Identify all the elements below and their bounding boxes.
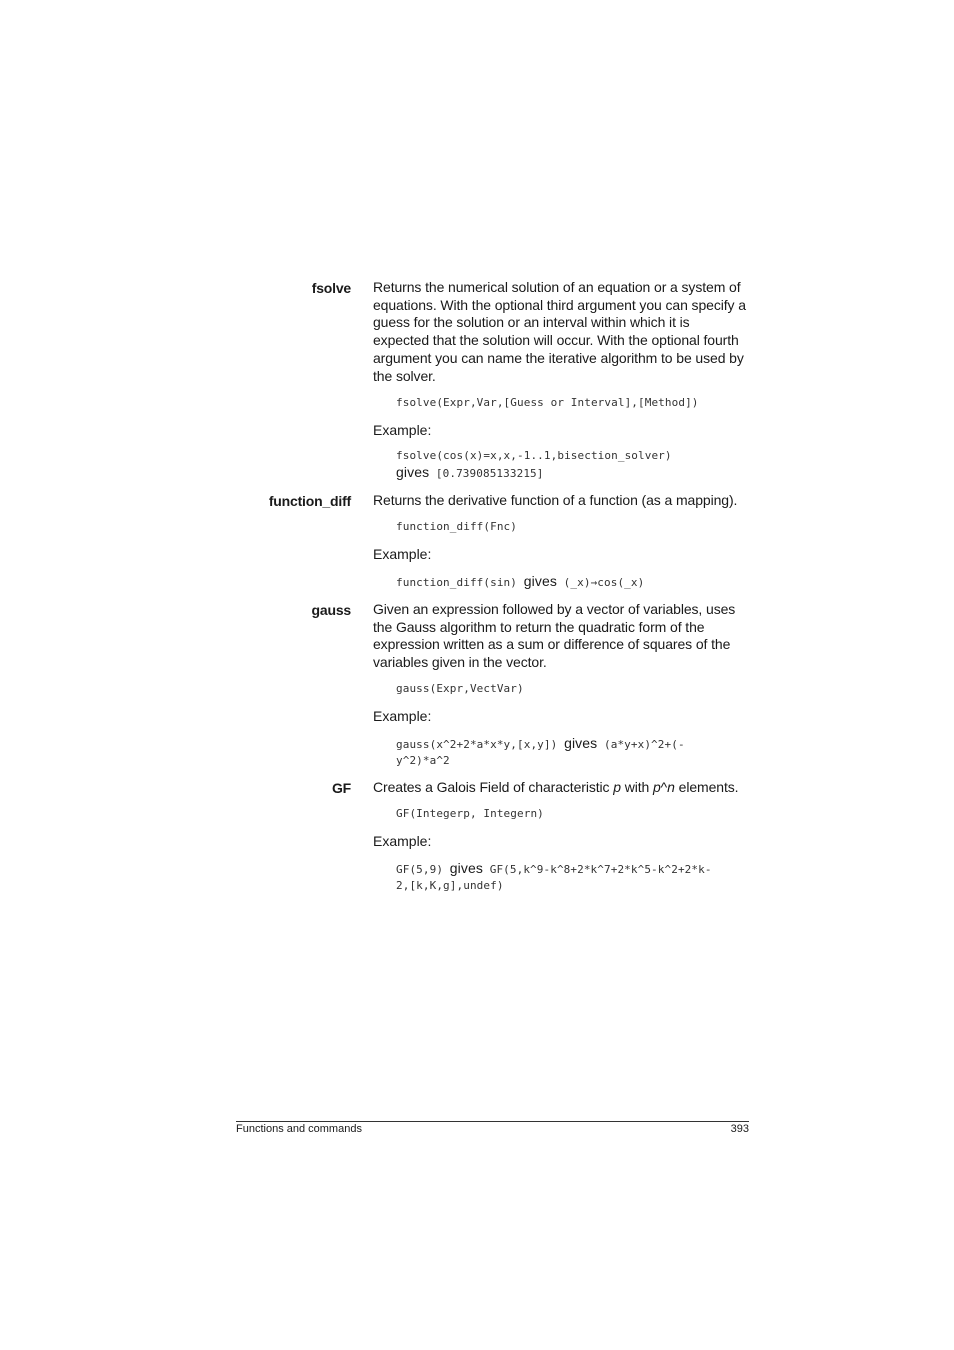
example-output-gf-line2: 2,[k,K,g],undef) — [396, 878, 504, 892]
example-output-gauss-line1: (a*y+x)^2+(- — [604, 737, 685, 751]
example-label-function-diff: Example: — [373, 545, 432, 562]
example-input-gauss: gauss(x^2+2*a*x*y,[x,y]) — [396, 737, 558, 751]
syntax-fsolve: fsolve(Expr,Var,[Guess or Interval],[Method]) — [396, 396, 699, 410]
description-function-diff: Returns the derivative function of a function (as a mapping). — [373, 492, 738, 508]
syntax-gauss: gauss(Expr,VectVar) — [396, 681, 524, 695]
example-input-fsolve: fsolve(cos(x)=x,x,-1..1,bisection_solver) — [396, 449, 672, 463]
term-function-diff: function_diff — [268, 493, 351, 509]
example-output-function-diff: (_x)→cos(_x) — [563, 575, 645, 589]
term-fsolve: fsolve — [311, 280, 351, 296]
example-input-function-diff: function_diff(sin) — [396, 575, 518, 589]
footer-section-title: Functions and commands — [236, 1123, 362, 1135]
entry-body-fsolve — [373, 279, 749, 482]
description-gauss: Given an expression followed by a vector of variables, uses the Gauss algorithm to return the quadratic form of the expression written as a sum or difference of squares of the variables given in the vector. — [373, 601, 736, 671]
example-output-gauss-line2: y^2)*a^2 — [396, 753, 450, 767]
entry-body-gf — [373, 779, 749, 894]
example-output-gf-line1: GF(5,k^9-k^8+2*k^7+2*k^5-k^2+2*k- — [489, 862, 712, 876]
term-gf: GF — [331, 780, 351, 796]
example-input-gf: GF(5,9) — [396, 862, 444, 876]
example-output-fsolve: [0.739085133215] — [435, 467, 544, 481]
term-gauss: gauss — [311, 602, 351, 618]
entry-body-function-diff — [373, 492, 749, 591]
gives-label: gives — [449, 859, 483, 876]
desc-gf-p: p — [613, 779, 621, 795]
gives-label: gives — [396, 464, 430, 481]
desc-gf-caret: ^ — [660, 779, 668, 795]
example-gauss — [373, 735, 749, 753]
footer-page-number: 393 — [730, 1123, 749, 1135]
description-gf — [373, 779, 749, 797]
entry-body-gauss — [373, 601, 749, 769]
syntax-function-diff: function_diff(Fnc) — [396, 519, 518, 533]
desc-gf-n: n — [667, 779, 675, 795]
gives-label: gives — [564, 734, 598, 751]
desc-gf-text: Creates a Galois Field of characteristic — [373, 779, 614, 795]
gives-label: gives — [523, 572, 557, 589]
syntax-gf: GF(Integerp, Integern) — [396, 806, 544, 820]
desc-gf-p2: p — [652, 779, 661, 795]
example-label-gauss: Example: — [373, 707, 432, 724]
description-fsolve: Returns the numerical solution of an equation or a system of equations. With the optional third argument you can specify a guess for the solution or an interval within which it is expected that the solution will occur. With the optional fourth argument you can name the iterative algorithm to be used by the solver. — [373, 279, 746, 384]
example-function-diff — [373, 573, 749, 591]
example-gf — [373, 860, 749, 878]
desc-gf-with: with — [620, 779, 653, 795]
example-label-fsolve: Example: — [373, 422, 432, 439]
footer-divider — [236, 1121, 749, 1122]
desc-gf-elements: elements. — [674, 779, 739, 795]
example-label-gf: Example: — [373, 832, 432, 849]
example-result-fsolve — [373, 464, 749, 482]
